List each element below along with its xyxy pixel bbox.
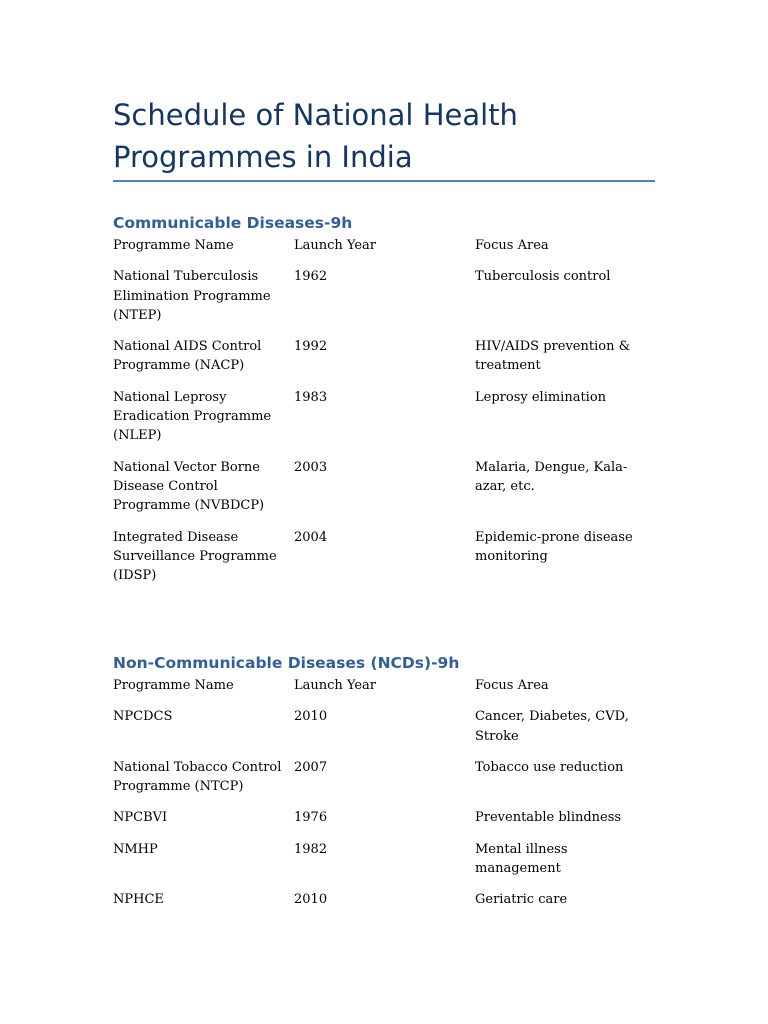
launch-year-cell: 1982 bbox=[294, 841, 328, 857]
focus-area-cell: Epidemic-prone disease monitoring bbox=[475, 529, 633, 564]
column-header-focus-area: Focus Area bbox=[475, 678, 549, 693]
programme-name-cell: National Leprosy Eradication Programme (NLEP) bbox=[113, 389, 272, 444]
focus-area-cell: HIV/AIDS prevention & treatment bbox=[475, 339, 631, 374]
launch-year-cell: 2004 bbox=[294, 529, 328, 545]
launch-year-cell: 2010 bbox=[294, 892, 328, 908]
table-row bbox=[113, 267, 658, 337]
programme-name-cell: National AIDS Control Programme (NACP) bbox=[113, 339, 262, 374]
table-header-row bbox=[113, 236, 658, 267]
table-row bbox=[113, 808, 658, 839]
section-non-communicable-diseases bbox=[113, 652, 658, 922]
table-row bbox=[113, 707, 658, 758]
programme-table bbox=[113, 236, 658, 597]
focus-area-cell: Preventable blindness bbox=[475, 810, 622, 826]
launch-year-cell: 1976 bbox=[294, 810, 328, 826]
focus-area-cell: Tuberculosis control bbox=[475, 269, 611, 285]
launch-year-cell: 1983 bbox=[294, 389, 328, 405]
programme-name-cell: NPHCE bbox=[113, 892, 164, 908]
title-underline bbox=[113, 180, 655, 182]
programme-table bbox=[113, 676, 658, 922]
programme-name-cell: NPCBVI bbox=[113, 810, 168, 826]
table-row bbox=[113, 458, 658, 528]
column-header-focus-area: Focus Area bbox=[475, 238, 549, 253]
focus-area-cell: Mental illness management bbox=[475, 841, 568, 877]
focus-area-cell: Malaria, Dengue, Kala-azar, etc. bbox=[475, 459, 628, 494]
section-heading: Non-Communicable Diseases (NCDs)-9h bbox=[113, 654, 460, 672]
table-row bbox=[113, 528, 658, 598]
focus-area-cell: Tobacco use reduction bbox=[475, 759, 624, 775]
table-row bbox=[113, 890, 658, 921]
section-heading: Communicable Diseases-9h bbox=[113, 214, 353, 232]
focus-area-cell: Leprosy elimination bbox=[475, 389, 607, 405]
section-communicable-diseases bbox=[113, 212, 658, 597]
column-header-launch-year: Launch Year bbox=[294, 238, 377, 253]
focus-area-cell: Geriatric care bbox=[475, 892, 568, 908]
programme-name-cell: NPCDCS bbox=[113, 709, 173, 725]
document-title: Schedule of National Health Programmes in India bbox=[113, 98, 518, 174]
table-row bbox=[113, 337, 658, 388]
table-row bbox=[113, 758, 658, 809]
focus-area-cell: Cancer, Diabetes, CVD, Stroke bbox=[475, 709, 629, 744]
launch-year-cell: 2010 bbox=[294, 709, 328, 725]
programme-name-cell: National Vector Borne Disease Control Programme (NVBDCP) bbox=[113, 459, 265, 514]
table-row bbox=[113, 388, 658, 458]
column-header-programme-name: Programme Name bbox=[113, 678, 234, 693]
programme-name-cell: National Tuberculosis Elimination Programme (NTEP) bbox=[113, 269, 271, 323]
table-row bbox=[113, 840, 658, 891]
table-header-row bbox=[113, 676, 658, 707]
column-header-launch-year: Launch Year bbox=[294, 678, 377, 693]
programme-name-cell: National Tobacco Control Programme (NTCP) bbox=[113, 759, 282, 795]
launch-year-cell: 2003 bbox=[294, 459, 328, 475]
launch-year-cell: 1962 bbox=[294, 269, 328, 285]
launch-year-cell: 2007 bbox=[294, 759, 328, 775]
programme-name-cell: Integrated Disease Surveillance Programme (IDSP) bbox=[113, 529, 277, 584]
launch-year-cell: 1992 bbox=[294, 339, 328, 355]
column-header-programme-name: Programme Name bbox=[113, 238, 234, 253]
programme-name-cell: NMHP bbox=[113, 841, 158, 857]
